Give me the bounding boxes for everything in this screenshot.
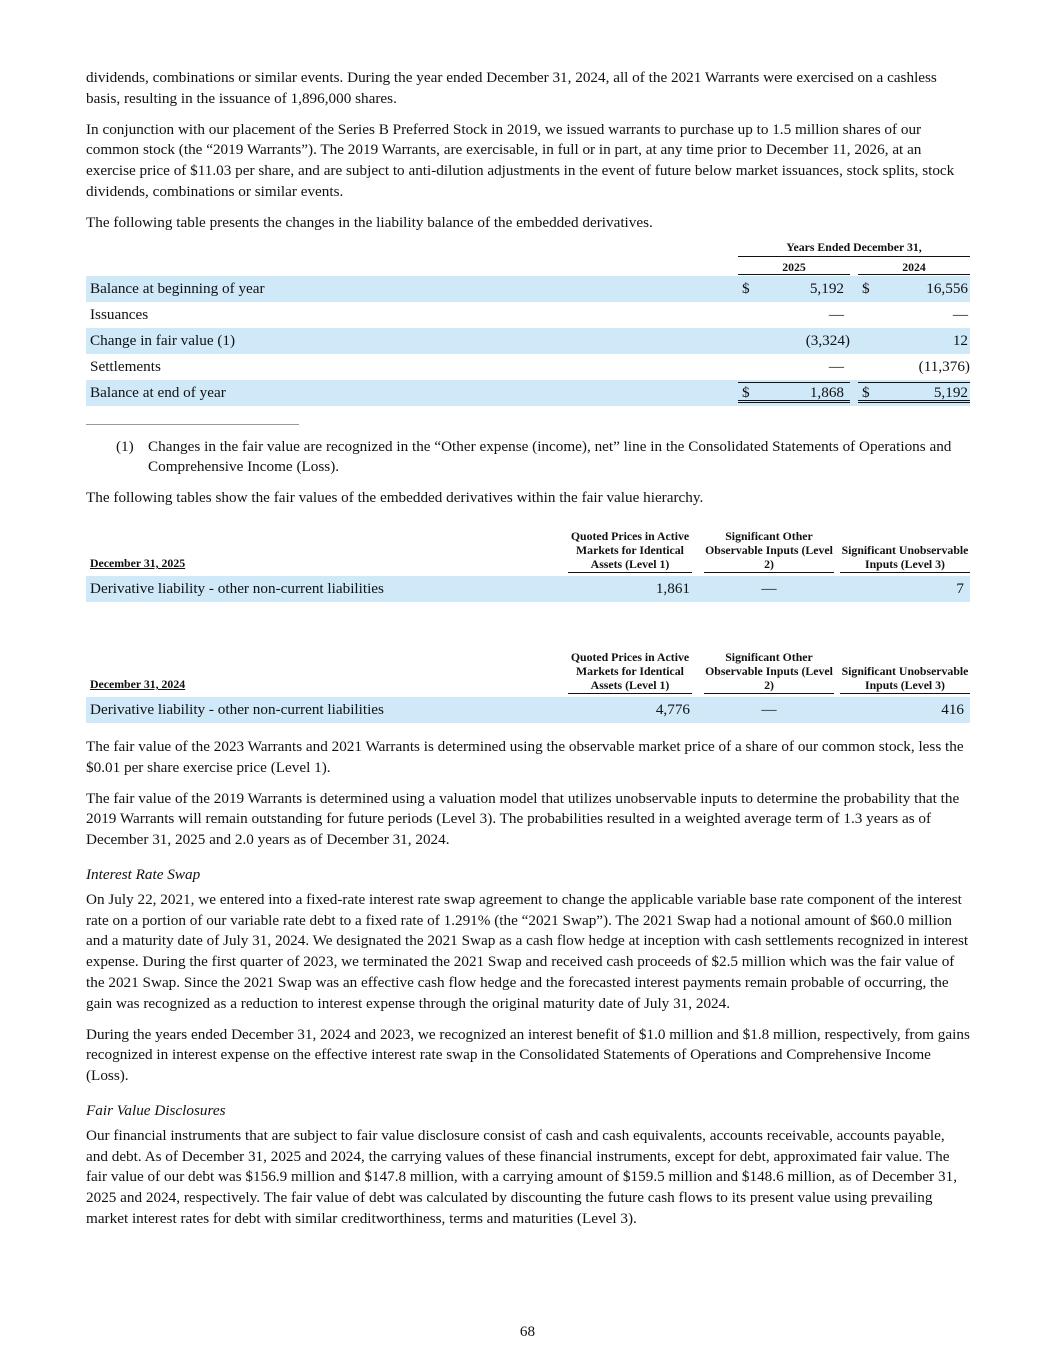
footnote-text: Changes in the fair value are recognized in the “Other expense (income), net” line in the Consolidated Statements of Operations and Comprehensive Income (Loss).: [148, 437, 952, 476]
column-header-level-1: Quoted Prices in Active Markets for Identical Assets (Level 1): [568, 650, 692, 694]
row-label: Derivative liability - other non-current liabilities: [90, 579, 384, 597]
table-row: [86, 276, 970, 302]
footnote-number: (1): [116, 437, 134, 455]
value-2025: 1,868: [809, 383, 844, 401]
value-level-2: —: [761, 700, 777, 718]
paragraph-swap-details: On July 22, 2021, we entered into a fixed-rate interest rate swap agreement to change the applicable variable base rate component of the interest rate on a portion of our variable rate debt to a fixed rate of 1.291% (the “2021 Swap”). The 2021 Swap had a notional amount of $60.0 million and a maturity date of July 31, 2024. We designated the 2021 Swap as a cash flow hedge at inception with cash settlements recognized in interest expense. During the first quarter of 2023, we terminated the 2021 Swap and received cash proceeds of $2.5 million which was the fair value of the 2021 Swap. Since the 2021 Swap was an effective cash flow hedge and the forecasted interest payments remain probable of occurring, the gain was recognized as a reduction to interest expense through the original maturity date of July 31, 2024.: [86, 890, 969, 1012]
value-2025: (3,324): [805, 331, 850, 349]
row-label: Derivative liability - other non-current liabilities: [90, 700, 384, 718]
paragraph-fair-value-disclosures: Our financial instruments that are subject to fair value disclosure consist of cash and cash equivalents, accounts receivable, accounts payable, and debt. As of December 31, 2025 and 2024, the carrying values of these financial instruments, except for debt, approximated fair value. The fair value of our debt was $156.9 million and $147.8 million, with a carrying amount of $159.5 million and $148.6 million, as of December 31, 2025 and 2024, respectively. The fair value of debt was calculated by discounting the future cash flows to its present value using prevailing market interest rates for debt with similar creditworthiness, terms and maturities (Level 3).: [86, 1126, 958, 1227]
table-header: [86, 632, 970, 694]
row-label: Balance at end of year: [90, 383, 226, 401]
value-level-1: 4,776: [655, 700, 690, 718]
value-2024: (11,376): [918, 357, 970, 375]
value-level-3: 7: [956, 579, 964, 597]
paragraph-2021-warrants: dividends, combinations or similar events. During the year ended December 31, 2024, all of the 2021 Warrants were exercised on a cashless basis, resulting in the issuance of 1,896,000 shares.: [86, 69, 937, 107]
column-header-2024: 2024: [858, 260, 970, 275]
section-heading-fair-value-disclosures: Fair Value Disclosures: [86, 1101, 226, 1119]
dollar-sign: $: [862, 279, 870, 297]
table-row: [86, 328, 970, 354]
table-row: [86, 302, 970, 328]
value-2024: 12: [952, 331, 968, 349]
paragraph-fv-intro: The following tables show the fair values of the embedded derivatives within the fair value hierarchy.: [86, 489, 704, 507]
footnote: [86, 437, 970, 479]
table-header: [86, 511, 970, 573]
table-row: [86, 576, 970, 602]
column-header-level-2: Significant Other Observable Inputs (Level 2): [705, 528, 833, 571]
period-header: Years Ended December 31,: [738, 240, 970, 257]
value-2025: —: [828, 357, 844, 375]
document-page: [86, 68, 970, 1240]
value-level-3: 416: [941, 700, 964, 718]
table-row: [86, 697, 970, 723]
column-header-2025: 2025: [738, 260, 850, 275]
paragraph-level3-warrants: The fair value of the 2019 Warrants is determined using a valuation model that utilizes unobservable inputs to determine the probability that the 2019 Warrants will remain outstanding for future periods (Level 3). The probabilities resulted in a weighted average term of 1.3 years as of December 31, 2025 and 2.0 years as of December 31, 2024.: [86, 789, 960, 849]
value-level-1: 1,861: [655, 579, 690, 597]
page-number: 68: [519, 1323, 536, 1340]
column-header-level-3: Significant Unobservable Inputs (Level 3): [841, 663, 969, 692]
row-label: Issuances: [90, 305, 149, 323]
column-header-level-2: Significant Other Observable Inputs (Level 2): [705, 649, 833, 692]
table-date: December 31, 2024: [90, 676, 186, 691]
value-level-2: —: [761, 579, 777, 597]
column-header-level-1: Quoted Prices in Active Markets for Identical Assets (Level 1): [568, 529, 692, 573]
paragraph-swap-benefit: During the years ended December 31, 2024 and 2023, we recognized an interest benefit of $1.0 million and $1.8 million, respectively, from gains recognized in interest expense on the effective interest rate swap in the Consolidated Statements of Operations and Comprehensive Income (Loss).: [86, 1025, 970, 1085]
value-2024: 5,192: [933, 383, 968, 401]
section-heading-interest-rate-swap: Interest Rate Swap: [86, 865, 201, 883]
paragraph-changes-intro: The following table presents the changes in the liability balance of the embedded derivatives.: [86, 213, 653, 231]
footnote-divider: [86, 424, 299, 425]
liability-changes-table: [86, 234, 970, 406]
fair-value-table-2025: [86, 511, 970, 602]
row-label: Balance at beginning of year: [90, 279, 265, 297]
fair-value-table-2024: [86, 632, 970, 723]
table-header: [86, 234, 970, 276]
table-row: [86, 354, 970, 380]
value-2024: —: [952, 305, 968, 323]
paragraph-2019-warrants: In conjunction with our placement of the Series B Preferred Stock in 2019, we issued warrants to purchase up to 1.5 million shares of our common stock (the “2019 Warrants”). The 2019 Warrants, are exercisable, in full or in part, at any time prior to December 11, 2026, at an exercise price of $11.03 per share, and are subject to anti-dilution adjustments in the event of future below market issuances, stock splits, stock dividends, combinations or similar events.: [86, 120, 955, 200]
value-2025: —: [828, 305, 844, 323]
dollar-sign: $: [742, 279, 750, 297]
table-row-total: [86, 380, 970, 406]
value-2025: 5,192: [809, 279, 844, 297]
row-label: Change in fair value (1): [90, 331, 236, 349]
dollar-sign: $: [862, 383, 870, 401]
dollar-sign: $: [742, 383, 750, 401]
table-date: December 31, 2025: [90, 555, 186, 570]
column-header-level-3: Significant Unobservable Inputs (Level 3): [841, 542, 969, 571]
value-2024: 16,556: [926, 279, 968, 297]
row-label: Settlements: [90, 357, 161, 375]
paragraph-level1-warrants: The fair value of the 2023 Warrants and 2021 Warrants is determined using the observable market price of a share of our common stock, less the $0.01 per share exercise price (Level 1).: [86, 737, 964, 776]
